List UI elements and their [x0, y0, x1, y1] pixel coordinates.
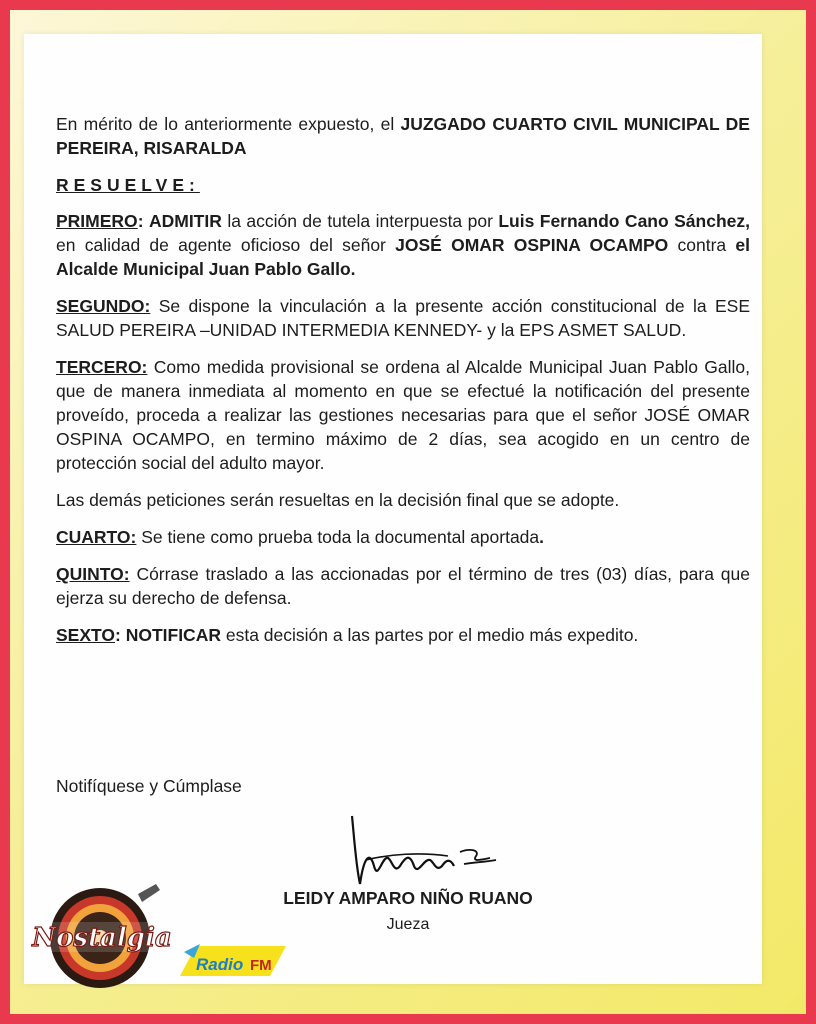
primero-label: PRIMERO	[56, 211, 138, 231]
cuarto-paragraph	[56, 525, 750, 549]
signer-name: LEIDY AMPARO NIÑO RUANO	[283, 888, 533, 908]
sexto-text: esta decisión a las partes por el medio más expedito.	[220, 625, 639, 645]
cuarto-text: Se tiene como prueba toda la documental aportada	[136, 527, 540, 547]
nostalgia-logo-icon	[30, 880, 180, 1000]
cuarto-label: CUARTO:	[56, 527, 137, 547]
primero-paragraph	[56, 209, 750, 281]
primero-beneficiary: JOSÉ OMAR OSPINA OCAMPO	[395, 235, 669, 255]
court-name: JUZGADO CUARTO CIVIL MUNICIPAL DE PEREIRA, RISARALDA	[56, 114, 750, 158]
primero-colon: :	[137, 211, 144, 231]
primero-defendant: el Alcalde Municipal Juan Pablo Gallo.	[56, 235, 750, 279]
resuelve-heading: RESUELVE:	[56, 175, 200, 195]
radio-fm-badge-icon	[178, 938, 288, 986]
segundo-label: SEGUNDO:	[56, 296, 151, 316]
segundo-text: Se dispone la vinculación a la presente acción constitucional de la ESE SALUD PEREIRA –UNIDAD INTERMEDIA KENNEDY- y la EPS ASMET SALUD.	[56, 296, 750, 340]
sexto-label: SEXTO	[56, 625, 116, 645]
svg-text:FM: FM	[250, 957, 272, 974]
signer-role: Jueza	[386, 916, 430, 933]
resolution-body	[56, 112, 750, 660]
handwritten-signature	[330, 796, 530, 896]
closing-formula: Notifíquese y Cúmplase	[56, 776, 242, 796]
svg-text:Nostalgia: Nostalgia	[32, 923, 172, 953]
quinto-label: QUINTO:	[56, 564, 130, 584]
demas-paragraph: Las demás peticiones serán resueltas en la decisión final que se adopte.	[56, 490, 620, 510]
sexto-notificar: NOTIFICAR	[120, 625, 221, 645]
segundo-paragraph	[56, 294, 750, 342]
tercero-text: Como medida provisional se ordena al Alcalde Municipal Juan Pablo Gallo, que de manera inmediata al momento en que se efectué la notificación del presente proveído, proceda a realizar las gestiones necesarias para que el señor JOSÉ OMAR OSPINA OCAMPO, en termino máximo de 2 días, sea acogido en un centro de protección social del adulto mayor.	[56, 357, 750, 473]
tercero-paragraph	[56, 355, 750, 475]
sexto-colon: :	[115, 625, 121, 645]
svg-text:Radio: Radio	[196, 955, 244, 974]
cuarto-period: .	[539, 527, 545, 547]
tercero-label: TERCERO:	[56, 357, 148, 377]
intro-text: En mérito de lo anteriormente expuesto, el	[56, 114, 401, 134]
primero-admitir: ADMITIR	[148, 211, 222, 231]
primero-petitioner: Luis Fernando Cano Sánchez,	[498, 211, 750, 231]
quinto-text: Córrase traslado a las accionadas por el término de tres (03) días, para que ejerza su derecho de defensa.	[56, 564, 750, 608]
quinto-paragraph	[56, 562, 750, 610]
primero-text-3: contra	[668, 235, 736, 255]
primero-text-2: en calidad de agente oficioso del señor	[56, 235, 396, 255]
intro-paragraph	[56, 112, 750, 160]
primero-text-1: la acción de tutela interpuesta por	[221, 211, 499, 231]
sexto-paragraph	[56, 623, 750, 647]
